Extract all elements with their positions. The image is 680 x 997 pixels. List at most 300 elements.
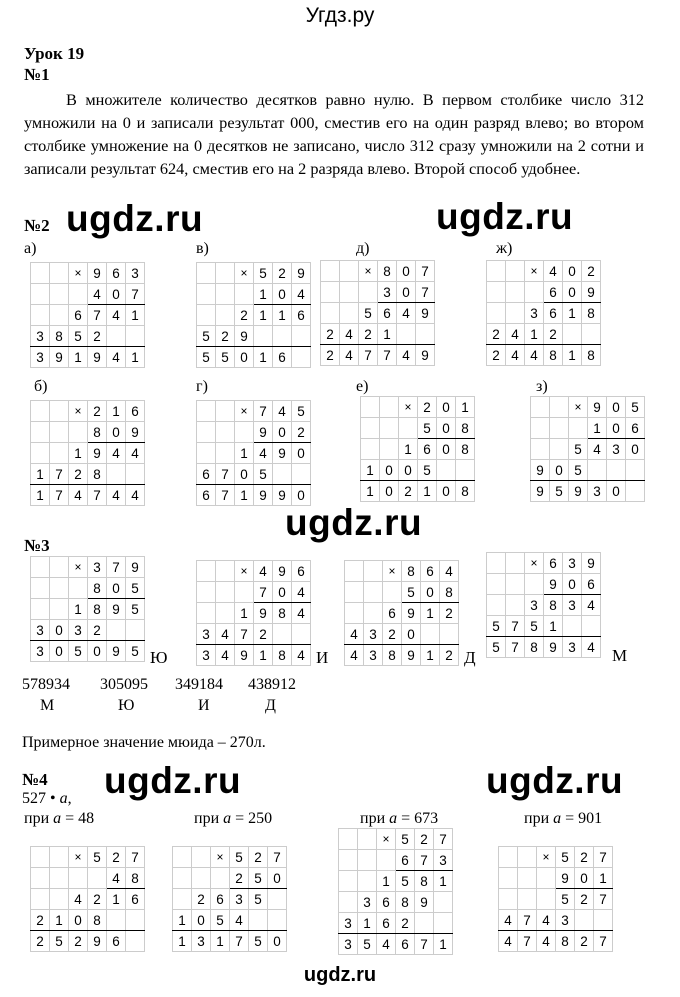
grid-cell: 0 (399, 460, 418, 481)
grid-cell (499, 868, 518, 889)
grid-cell: 5 (126, 599, 145, 620)
grid-cell: 4 (126, 443, 145, 464)
grid-cell: 1 (126, 305, 145, 326)
grid-cell (235, 284, 254, 305)
grid-cell: 6 (107, 931, 126, 952)
grid-cell (421, 624, 440, 645)
grid-cell: 3 (556, 910, 575, 931)
grid-cell (518, 868, 537, 889)
grid-cell: 3 (434, 850, 453, 871)
grid-cell (126, 620, 145, 641)
grid-cell: 1 (254, 284, 273, 305)
grid-cell: 3 (31, 347, 50, 368)
grid-cell: 4 (506, 324, 525, 345)
grid-cell: 4 (397, 303, 416, 324)
multiply-sign-icon: × (69, 401, 88, 422)
grid-cell: 9 (235, 326, 254, 347)
grid-cell (531, 418, 550, 439)
grid-cell (569, 418, 588, 439)
task4-condition: при a = 250 (194, 810, 273, 827)
grid-cell: 2 (249, 847, 268, 868)
grid-cell (50, 557, 69, 578)
grid-cell: 4 (537, 910, 556, 931)
multiplication-grid (196, 560, 311, 666)
grid-cell: 8 (88, 910, 107, 931)
grid-cell: 4 (107, 443, 126, 464)
grid-cell (563, 616, 582, 637)
grid-cell: 8 (378, 261, 397, 282)
grid-cell: 0 (563, 574, 582, 595)
grid-cell: 8 (88, 578, 107, 599)
grid-cell: 3 (126, 263, 145, 284)
grid-cell: 7 (254, 582, 273, 603)
grid-cell (416, 324, 435, 345)
grid-cell (31, 443, 50, 464)
grid-cell (31, 868, 50, 889)
grid-cell: 9 (402, 603, 421, 624)
grid-cell (31, 847, 50, 868)
grid-cell: 1 (254, 645, 273, 666)
grid-cell (321, 261, 340, 282)
grid-cell: 9 (531, 460, 550, 481)
grid-cell: 1 (254, 347, 273, 368)
grid-cell: 3 (358, 892, 377, 913)
grid-cell: 4 (107, 347, 126, 368)
grid-cell: 5 (50, 931, 69, 952)
multiplication-grid (360, 396, 475, 502)
grid-cell: 0 (397, 282, 416, 303)
grid-cell: 7 (126, 284, 145, 305)
grid-cell: 3 (88, 557, 107, 578)
grid-cell: 9 (292, 263, 311, 284)
grid-cell: 9 (88, 347, 107, 368)
grid-cell: 2 (88, 326, 107, 347)
grid-cell: 4 (499, 931, 518, 952)
grid-cell: 0 (380, 481, 399, 502)
grid-cell: 8 (273, 645, 292, 666)
grid-cell (487, 574, 506, 595)
grid-cell (487, 553, 506, 574)
grid-cell: 9 (88, 263, 107, 284)
grid-cell (216, 305, 235, 326)
grid-cell (216, 284, 235, 305)
answer-letter: И (198, 697, 210, 714)
grid-cell: 1 (361, 460, 380, 481)
grid-cell: 5 (569, 439, 588, 460)
grid-cell (197, 401, 216, 422)
grid-cell (50, 578, 69, 599)
grid-cell (434, 913, 453, 934)
grid-cell: 7 (434, 829, 453, 850)
task2-label-zh: ж) (496, 240, 513, 257)
grid-cell: 2 (192, 889, 211, 910)
multiply-sign-icon: × (383, 561, 402, 582)
grid-cell (399, 418, 418, 439)
grid-cell: 0 (421, 582, 440, 603)
grid-cell: 8 (582, 345, 601, 366)
task4-condition: при a = 673 (360, 810, 439, 827)
grid-cell: 9 (107, 641, 126, 662)
grid-cell: 9 (50, 347, 69, 368)
grid-cell: 2 (88, 620, 107, 641)
grid-cell (506, 303, 525, 324)
grid-cell: 8 (440, 582, 459, 603)
answer-number: 305095 (100, 676, 148, 693)
grid-cell: 4 (230, 910, 249, 931)
grid-cell: 4 (88, 284, 107, 305)
grid-cell: 2 (383, 624, 402, 645)
grid-cell: 3 (69, 620, 88, 641)
grid-cell: 5 (556, 847, 575, 868)
task3-number: №3 (24, 536, 50, 555)
grid-cell: 7 (216, 464, 235, 485)
grid-cell: 7 (416, 282, 435, 303)
multiplication-grid (30, 262, 145, 368)
grid-cell: 1 (358, 913, 377, 934)
grid-cell (506, 553, 525, 574)
grid-cell (235, 582, 254, 603)
task1-number: №1 (24, 65, 50, 84)
grid-cell (607, 460, 626, 481)
grid-cell (292, 624, 311, 645)
grid-cell (31, 422, 50, 443)
grid-cell (31, 284, 50, 305)
grid-cell: 0 (402, 624, 421, 645)
grid-cell: 5 (254, 263, 273, 284)
grid-cell (340, 282, 359, 303)
grid-cell: 2 (69, 931, 88, 952)
grid-cell (50, 401, 69, 422)
grid-cell: 4 (292, 284, 311, 305)
grid-cell: 5 (359, 303, 378, 324)
grid-cell: 1 (235, 603, 254, 624)
grid-cell (525, 282, 544, 303)
grid-cell (594, 910, 613, 931)
grid-cell: 5 (126, 578, 145, 599)
grid-cell (531, 439, 550, 460)
grid-cell: 5 (292, 401, 311, 422)
grid-cell (550, 397, 569, 418)
grid-cell: 4 (107, 305, 126, 326)
multiplication-grid (172, 846, 287, 952)
grid-cell: 3 (31, 326, 50, 347)
grid-cell: 1 (254, 305, 273, 326)
grid-cell: 1 (588, 418, 607, 439)
grid-cell: 9 (544, 574, 563, 595)
grid-cell: 5 (525, 616, 544, 637)
grid-cell: 9 (107, 599, 126, 620)
grid-cell: 7 (230, 931, 249, 952)
grid-cell: 3 (197, 645, 216, 666)
grid-cell: 2 (582, 261, 601, 282)
grid-cell (50, 284, 69, 305)
grid-cell (31, 305, 50, 326)
grid-cell (440, 624, 459, 645)
grid-cell: 6 (126, 401, 145, 422)
grid-cell: 0 (437, 481, 456, 502)
grid-cell (197, 284, 216, 305)
grid-cell (339, 892, 358, 913)
grid-cell (50, 889, 69, 910)
grid-cell: 3 (563, 595, 582, 616)
multiply-sign-icon: × (235, 263, 254, 284)
grid-cell: 0 (50, 641, 69, 662)
grid-cell: 3 (230, 889, 249, 910)
grid-cell (268, 889, 287, 910)
grid-cell: 7 (88, 485, 107, 506)
grid-cell (249, 910, 268, 931)
grid-cell (254, 326, 273, 347)
grid-cell: 2 (575, 889, 594, 910)
grid-cell: 0 (607, 397, 626, 418)
grid-cell: 2 (254, 624, 273, 645)
grid-cell: 1 (211, 931, 230, 952)
grid-cell (340, 261, 359, 282)
grid-cell: 5 (211, 910, 230, 931)
grid-cell: 0 (397, 261, 416, 282)
grid-cell (216, 582, 235, 603)
grid-cell: 5 (126, 641, 145, 662)
grid-cell: 0 (437, 439, 456, 460)
grid-cell: 6 (378, 303, 397, 324)
grid-cell (50, 263, 69, 284)
grid-cell: 8 (456, 439, 475, 460)
watermark: ugdz.ru (66, 198, 204, 239)
grid-cell: 8 (415, 871, 434, 892)
grid-cell: 7 (126, 847, 145, 868)
grid-cell (197, 561, 216, 582)
grid-cell: 2 (31, 931, 50, 952)
answer-letter: Д (265, 697, 276, 714)
grid-cell: 8 (525, 637, 544, 658)
grid-cell (434, 892, 453, 913)
grid-cell: 2 (440, 645, 459, 666)
grid-cell: 3 (192, 931, 211, 952)
grid-cell: 9 (235, 645, 254, 666)
site-title: Угдз.ру (305, 4, 375, 27)
grid-cell: 1 (107, 401, 126, 422)
grid-cell: 7 (594, 847, 613, 868)
grid-cell (216, 401, 235, 422)
grid-cell: 8 (88, 422, 107, 443)
multiply-sign-icon: × (69, 263, 88, 284)
grid-cell: 6 (421, 561, 440, 582)
grid-cell: 4 (69, 485, 88, 506)
grid-cell: 2 (292, 422, 311, 443)
grid-cell: 7 (518, 931, 537, 952)
grid-cell: 1 (235, 485, 254, 506)
grid-cell (321, 303, 340, 324)
grid-cell (192, 847, 211, 868)
grid-cell (415, 913, 434, 934)
grid-cell (88, 868, 107, 889)
grid-cell (197, 305, 216, 326)
grid-cell (235, 422, 254, 443)
grid-cell: 5 (216, 347, 235, 368)
grid-cell: 9 (126, 557, 145, 578)
grid-cell (359, 282, 378, 303)
grid-cell: 1 (69, 443, 88, 464)
grid-cell: 4 (582, 595, 601, 616)
grid-cell (273, 464, 292, 485)
grid-cell: 5 (197, 326, 216, 347)
grid-cell (126, 910, 145, 931)
multiply-sign-icon: × (235, 561, 254, 582)
grid-cell (31, 401, 50, 422)
site-footer: ugdz.ru (303, 964, 377, 986)
grid-letter-yu: Ю (150, 648, 168, 667)
grid-cell: 4 (216, 645, 235, 666)
grid-cell (518, 847, 537, 868)
grid-cell (268, 910, 287, 931)
grid-cell (216, 603, 235, 624)
grid-cell: 4 (292, 582, 311, 603)
grid-letter-d: Д (464, 648, 476, 667)
grid-cell (364, 603, 383, 624)
grid-cell: 7 (359, 345, 378, 366)
grid-cell: 4 (273, 401, 292, 422)
grid-cell: 7 (254, 401, 273, 422)
grid-cell (487, 303, 506, 324)
multiply-sign-icon: × (537, 847, 556, 868)
grid-cell: 9 (556, 868, 575, 889)
grid-cell: 1 (434, 934, 453, 955)
grid-cell: 1 (126, 347, 145, 368)
grid-cell (107, 326, 126, 347)
grid-cell: 2 (544, 324, 563, 345)
grid-cell (197, 603, 216, 624)
grid-cell: 3 (607, 439, 626, 460)
grid-cell (358, 871, 377, 892)
grid-cell (397, 324, 416, 345)
grid-cell: 2 (575, 931, 594, 952)
grid-cell (358, 829, 377, 850)
multiplication-grid (486, 552, 601, 658)
grid-cell: 0 (550, 460, 569, 481)
grid-cell: 0 (437, 418, 456, 439)
grid-cell (506, 282, 525, 303)
grid-cell: 4 (69, 889, 88, 910)
grid-cell (50, 305, 69, 326)
grid-cell: 7 (415, 934, 434, 955)
grid-cell (126, 931, 145, 952)
grid-cell: 6 (292, 561, 311, 582)
grid-cell: 1 (378, 324, 397, 345)
grid-cell (50, 847, 69, 868)
grid-cell (69, 422, 88, 443)
grid-cell: 5 (254, 464, 273, 485)
grid-cell (487, 282, 506, 303)
multiply-sign-icon: × (377, 829, 396, 850)
grid-cell: 0 (273, 422, 292, 443)
grid-cell (380, 397, 399, 418)
grid-cell: 0 (607, 481, 626, 502)
grid-cell (345, 582, 364, 603)
task1-text: В множителе количество десятков равно нулю. В первом столбике число 312 умножили на 0 и записали результат 000, сместив его на один разряд влево; во втором столбике умножение на 0 десятков не записано, число 312 сразу умножили на 2 сотни и записали результат 624, сместив его на 2 разряда влево. Второй способ удобнее. (24, 90, 644, 178)
grid-cell: 5 (249, 868, 268, 889)
grid-cell: 4 (588, 439, 607, 460)
grid-cell: 4 (107, 868, 126, 889)
grid-cell (487, 261, 506, 282)
grid-cell: 8 (50, 326, 69, 347)
grid-cell: 2 (575, 847, 594, 868)
lesson-title: Урок 19 (24, 44, 85, 63)
grid-cell: 8 (383, 645, 402, 666)
grid-cell: 1 (273, 305, 292, 326)
grid-cell: 5 (69, 326, 88, 347)
grid-cell (550, 439, 569, 460)
grid-cell: 7 (378, 345, 397, 366)
grid-cell: 6 (211, 889, 230, 910)
grid-cell: 8 (273, 603, 292, 624)
answer-letter: М (40, 697, 55, 714)
grid-cell (339, 829, 358, 850)
multiplication-grid (344, 560, 459, 666)
grid-cell: 7 (506, 616, 525, 637)
multiply-sign-icon: × (69, 557, 88, 578)
grid-cell (31, 557, 50, 578)
grid-cell: 1 (563, 303, 582, 324)
grid-cell (216, 422, 235, 443)
grid-cell (50, 599, 69, 620)
grid-cell: 7 (594, 931, 613, 952)
grid-cell: 8 (396, 892, 415, 913)
grid-cell: 8 (88, 599, 107, 620)
grid-cell: 6 (544, 282, 563, 303)
grid-cell: 1 (563, 345, 582, 366)
answer-number: 578934 (22, 676, 70, 693)
grid-cell: 8 (544, 345, 563, 366)
grid-cell (273, 326, 292, 347)
grid-cell: 5 (418, 418, 437, 439)
grid-cell: 9 (416, 303, 435, 324)
grid-cell: 9 (582, 282, 601, 303)
grid-cell: 6 (544, 303, 563, 324)
grid-cell: 2 (31, 910, 50, 931)
grid-cell (126, 464, 145, 485)
grid-cell (31, 889, 50, 910)
grid-cell (107, 464, 126, 485)
multiplication-grid (30, 400, 145, 506)
grid-cell: 0 (626, 439, 645, 460)
grid-cell (364, 582, 383, 603)
grid-cell: 5 (550, 481, 569, 502)
grid-cell (216, 561, 235, 582)
grid-cell: 0 (273, 582, 292, 603)
answer-number: 349184 (175, 676, 223, 693)
grid-cell: 4 (292, 603, 311, 624)
grid-cell: 3 (525, 595, 544, 616)
grid-cell: 1 (31, 464, 50, 485)
grid-cell (273, 624, 292, 645)
grid-cell (292, 326, 311, 347)
grid-cell: 5 (249, 931, 268, 952)
grid-cell: 5 (626, 397, 645, 418)
grid-cell: 4 (340, 324, 359, 345)
grid-cell: 8 (402, 561, 421, 582)
grid-cell: 2 (107, 847, 126, 868)
grid-cell (173, 868, 192, 889)
grid-cell (456, 460, 475, 481)
grid-cell (537, 889, 556, 910)
grid-cell: 7 (268, 847, 287, 868)
grid-cell: 3 (588, 481, 607, 502)
grid-cell: 9 (544, 637, 563, 658)
grid-cell (345, 561, 364, 582)
grid-cell: 9 (88, 931, 107, 952)
grid-cell (361, 397, 380, 418)
grid-cell: 4 (544, 261, 563, 282)
